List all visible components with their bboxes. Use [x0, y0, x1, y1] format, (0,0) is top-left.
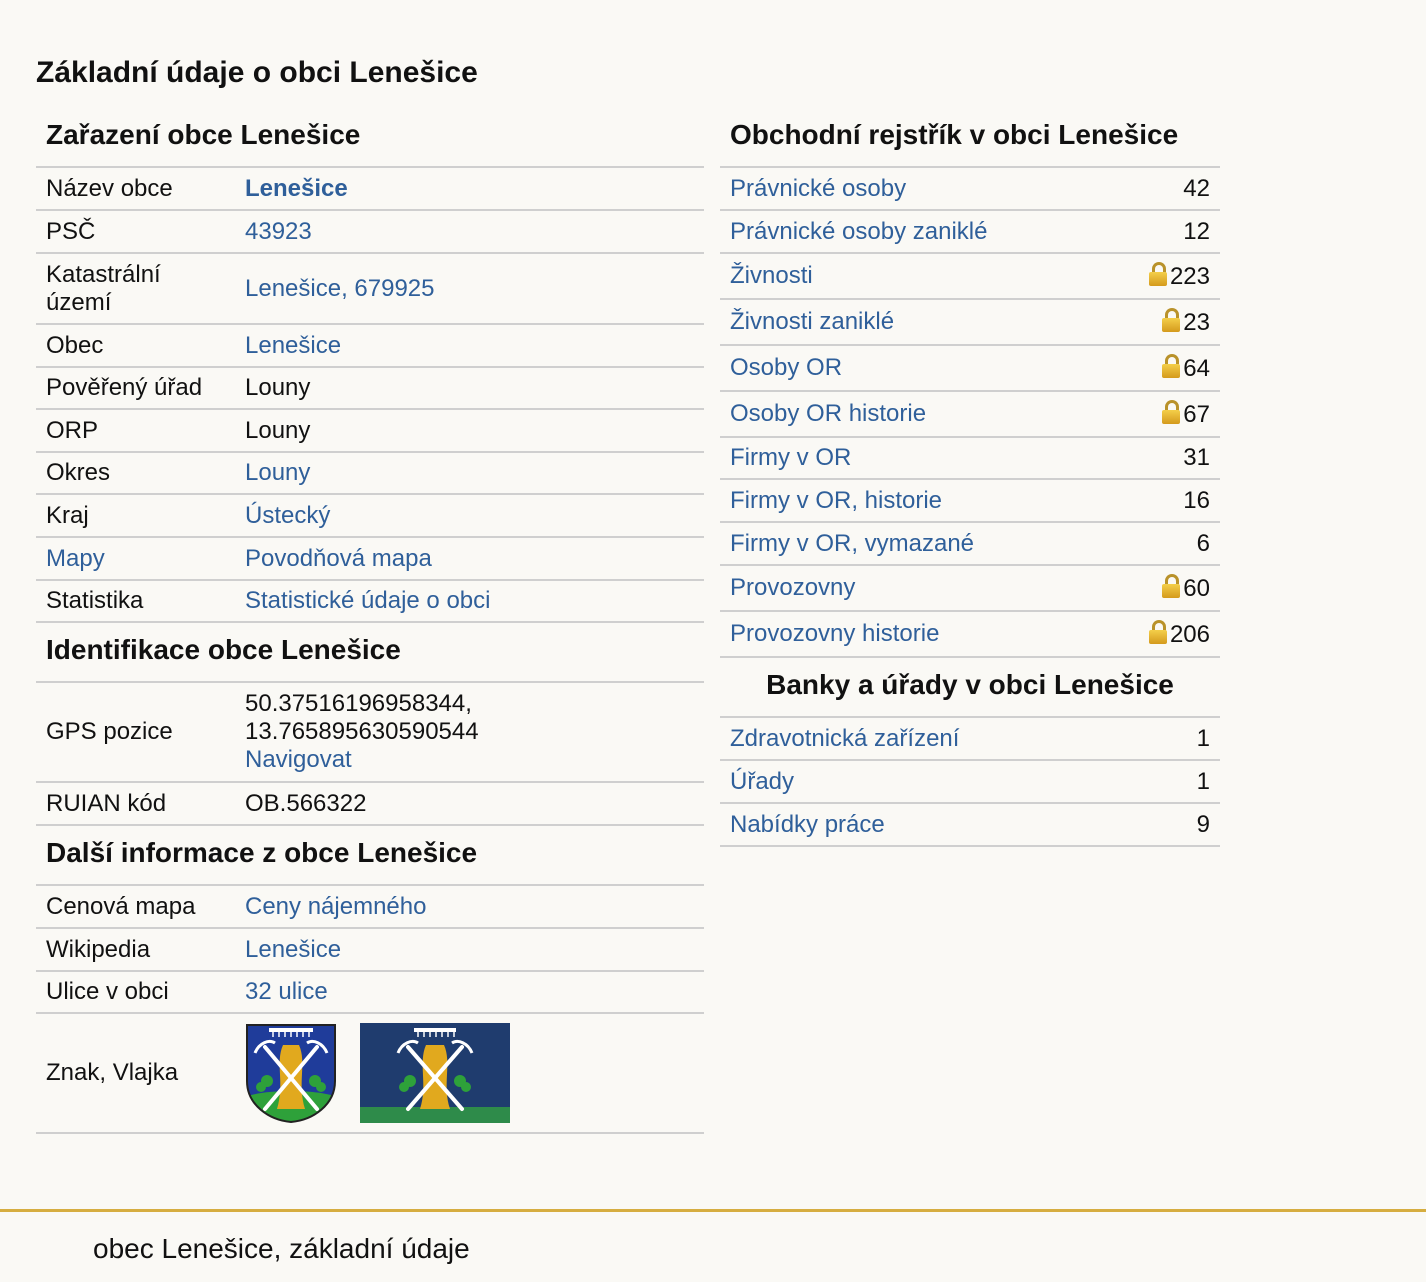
table-row: [36, 928, 704, 971]
banky-heading: Banky a úřady v obci Lenešice: [720, 658, 1220, 718]
katastralni-uzemi-link[interactable]: Lenešice, 679925: [245, 274, 435, 302]
identifikace-table: [36, 683, 704, 826]
count-value: 60: [1183, 574, 1210, 602]
lock-icon: [1149, 620, 1167, 644]
row-label: Obec: [36, 324, 235, 367]
coat-of-arms-image[interactable]: [245, 1023, 337, 1123]
table-row: [36, 1013, 704, 1133]
page-title: Základní údaje o obci Lenešice: [36, 56, 478, 89]
dalsi-heading: Další informace z obce Lenešice: [36, 826, 704, 886]
table-row: [36, 409, 704, 452]
firmy-v-or-link[interactable]: Firmy v OR: [730, 444, 852, 471]
nabidky-prace-link[interactable]: Nabídky práce: [730, 810, 885, 838]
table-row: [720, 803, 1220, 846]
zdravotnicka-zarizeni-link[interactable]: Zdravotnická zařízení: [730, 724, 960, 752]
table-row: [36, 971, 704, 1013]
count-value: 1: [1161, 718, 1220, 760]
firmy-v-or-historie-link[interactable]: Firmy v OR, historie: [730, 486, 943, 514]
count-value: 223: [1169, 262, 1210, 290]
navigate-link[interactable]: Navigovat: [245, 746, 352, 773]
row-label: Kraj: [36, 494, 235, 537]
pravnicke-osoby-zanikle-link[interactable]: Právnické osoby zaniklé: [730, 217, 988, 245]
okres-link[interactable]: Louny: [245, 459, 311, 486]
zarazeni-heading: Zařazení obce Lenešice: [36, 108, 704, 168]
dalsi-table: [36, 886, 704, 1134]
osoby-or-historie-link[interactable]: Osoby OR historie: [730, 400, 927, 427]
count-value: 1: [1161, 760, 1220, 803]
orp-value: Louny: [235, 409, 704, 452]
flag-image[interactable]: [360, 1023, 510, 1123]
table-row: [36, 253, 704, 324]
row-label: RUIAN kód: [36, 782, 235, 825]
zarazeni-table: [36, 168, 704, 623]
lock-icon: [1162, 308, 1180, 332]
lock-icon: [1162, 354, 1180, 378]
row-label: Pověřený úřad: [36, 367, 235, 409]
obec-link[interactable]: Lenešice: [245, 331, 342, 359]
gps-lat: 50.37516196958344,: [245, 690, 472, 717]
gps-lon: 13.765895630590544: [245, 718, 479, 745]
lock-icon: [1162, 574, 1180, 598]
table-row: [720, 522, 1220, 565]
ulice-link[interactable]: 32 ulice: [245, 978, 328, 1005]
identifikace-heading: Identifikace obce Lenešice: [36, 623, 704, 683]
table-row: [720, 391, 1220, 437]
footer-text: obec Lenešice, základní údaje: [93, 1233, 470, 1264]
left-column: [36, 108, 704, 1134]
table-row: [36, 886, 704, 928]
row-label: Okres: [36, 452, 235, 494]
table-row: [720, 345, 1220, 391]
table-row: [720, 299, 1220, 345]
row-label: Wikipedia: [36, 928, 235, 971]
table-row: [720, 718, 1220, 760]
table-row: [36, 683, 704, 782]
footer-divider: [0, 1209, 1426, 1212]
table-row: [36, 168, 704, 210]
count-value: 12: [1107, 210, 1220, 253]
nazev-obce-link[interactable]: Lenešice: [245, 174, 348, 202]
table-row: [36, 452, 704, 494]
kraj-link[interactable]: Ústecký: [245, 501, 331, 529]
table-row: [720, 611, 1220, 657]
provozovny-link[interactable]: Provozovny: [730, 574, 856, 601]
urady-link[interactable]: Úřady: [730, 767, 795, 795]
table-row: [36, 537, 704, 580]
osoby-or-link[interactable]: Osoby OR: [730, 354, 843, 381]
zivnosti-zanikle-link[interactable]: Živnosti zaniklé: [730, 308, 895, 335]
count-value: 206: [1169, 620, 1210, 648]
wikipedia-link[interactable]: Lenešice: [245, 935, 342, 963]
table-row: [36, 782, 704, 825]
row-label: Název obce: [36, 168, 235, 210]
count-value: 9: [1161, 803, 1220, 846]
row-label: Statistika: [36, 580, 235, 622]
count-value: 64: [1183, 354, 1210, 382]
table-row: [36, 494, 704, 537]
rejstrik-table: [720, 168, 1220, 658]
count-value: 23: [1183, 308, 1210, 336]
table-row: [720, 565, 1220, 611]
count-value: 31: [1107, 437, 1220, 479]
banky-table: [720, 718, 1220, 847]
ceny-najemneho-link[interactable]: Ceny nájemného: [245, 892, 427, 920]
row-label: Ulice v obci: [36, 971, 235, 1013]
count-value: 6: [1107, 522, 1220, 565]
povodnova-mapa-link[interactable]: Povodňová mapa: [245, 544, 432, 572]
firmy-v-or-vymazane-link[interactable]: Firmy v OR, vymazané: [730, 529, 975, 557]
lock-icon: [1162, 400, 1180, 424]
row-label: Znak, Vlajka: [36, 1013, 235, 1133]
table-row: [36, 580, 704, 622]
table-row: [36, 324, 704, 367]
table-row: [720, 760, 1220, 803]
count-value: 42: [1107, 168, 1220, 210]
povereny-urad-value: Louny: [235, 367, 704, 409]
provozovny-historie-link[interactable]: Provozovny historie: [730, 620, 940, 647]
count-value: 67: [1183, 400, 1210, 428]
table-row: [720, 210, 1220, 253]
row-label: Katastrální území: [36, 253, 235, 324]
row-label: Cenová mapa: [36, 886, 235, 928]
table-row: [36, 367, 704, 409]
right-column: [720, 108, 1220, 847]
table-row: [720, 479, 1220, 522]
table-row: [720, 253, 1220, 299]
psc-link[interactable]: 43923: [245, 217, 312, 245]
table-row: [36, 210, 704, 253]
pravnicke-osoby-link[interactable]: Právnické osoby: [730, 174, 907, 202]
ruian-value: OB.566322: [235, 782, 704, 825]
statistika-link[interactable]: Statistické údaje o obci: [245, 587, 491, 614]
table-row: [720, 437, 1220, 479]
rejstrik-heading: Obchodní rejstřík v obci Lenešice: [720, 108, 1220, 168]
row-label: PSČ: [36, 210, 235, 253]
lock-icon: [1149, 262, 1167, 286]
mapy-link[interactable]: Mapy: [46, 544, 105, 572]
zivnosti-link[interactable]: Živnosti: [730, 262, 813, 289]
count-value: 16: [1107, 479, 1220, 522]
row-label: ORP: [36, 409, 235, 452]
table-row: [720, 168, 1220, 210]
row-label: GPS pozice: [36, 683, 235, 782]
